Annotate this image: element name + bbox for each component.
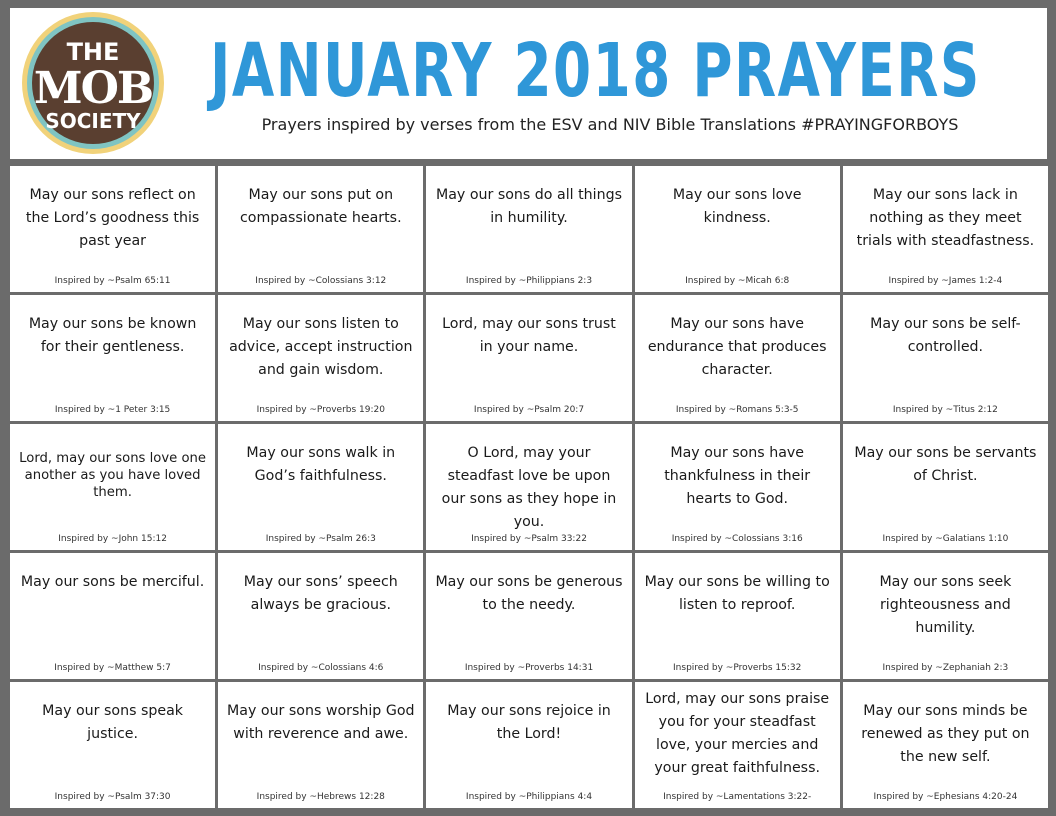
prayer-text: O Lord, may your steadfast love be upon our sons as they hope in you.	[441, 445, 617, 530]
day-cell	[10, 682, 215, 808]
verse-reference: Inspired by ~Colossians 3:12	[255, 276, 387, 286]
prayer-text: Lord, may our sons trust in your name.	[442, 316, 616, 355]
day-cell	[635, 295, 840, 421]
verse-reference: Inspired by ~Psalm 33:22	[471, 534, 587, 544]
prayer-text: May our sons be known for their gentleness.	[28, 316, 197, 355]
prayer-text: May our sons’ speech always be gracious.	[243, 574, 398, 613]
prayer-text: May our sons be generous to the needy.	[435, 574, 623, 613]
verse-reference: Inspired by ~Titus 2:12	[892, 405, 998, 415]
verse-reference: Inspired by ~Hebrews 12:28	[256, 792, 385, 802]
prayer-text: May our sons worship God with reverence and awe.	[227, 703, 415, 742]
prayer-text: May our sons do all things in humility.	[435, 187, 622, 226]
verse-reference: Inspired by ~Colossians 3:16	[671, 534, 803, 544]
verse-reference: Inspired by ~Proverbs 15:32	[673, 663, 802, 673]
prayer-text: May our sons be servants of Christ.	[854, 445, 1037, 484]
prayer-text: May our sons be self-controlled.	[870, 316, 1021, 355]
day-cell	[218, 295, 423, 421]
logo-line-2: MOB	[33, 63, 153, 114]
day-cell	[843, 424, 1048, 550]
day-cell	[426, 682, 631, 808]
verse-reference: Inspired by ~Ephesians 4:20-24	[873, 792, 1018, 802]
day-cell	[426, 553, 631, 679]
logo-line-1: THE	[66, 38, 120, 66]
page-title: JANUARY 2018 PRAYERS	[210, 28, 981, 114]
verse-reference: Inspired by ~Colossians 4:6	[258, 663, 384, 673]
day-cell	[635, 424, 840, 550]
verse-reference: Inspired by ~Romans 5:3-5	[675, 405, 799, 415]
verse-reference: Inspired by ~Psalm 37:30	[54, 792, 171, 802]
prayer-text: May our sons have thankfulness in their hearts to God.	[664, 445, 811, 507]
prayer-text: May our sons speak justice.	[42, 703, 184, 742]
prayer-text: May our sons love kindness.	[672, 187, 802, 226]
verse-reference: Inspired by ~Proverbs 14:31	[464, 663, 594, 673]
day-cell	[10, 424, 215, 550]
prayer-text: May our sons reflect on the Lord’s goodness this past year	[25, 187, 200, 249]
day-cell	[10, 295, 215, 421]
day-cell	[218, 682, 423, 808]
prayer-text: May our sons walk in God’s faithfulness.	[246, 445, 396, 484]
prayer-text: May our sons lack in nothing as they meet trials with steadfastness.	[856, 187, 1035, 249]
day-cell	[218, 424, 423, 550]
mob-society-logo	[20, 10, 166, 156]
verse-reference: Inspired by ~1 Peter 3:15	[54, 405, 171, 415]
day-cell	[218, 553, 423, 679]
verse-reference: Inspired by ~John 15:12	[58, 534, 167, 544]
verse-reference: Inspired by ~Psalm 20:7	[473, 405, 585, 415]
prayer-text: May our sons minds be renewed as they put on the new self.	[861, 703, 1030, 765]
prayer-calendar-grid	[10, 166, 1048, 808]
day-cell	[218, 166, 423, 292]
day-cell	[635, 682, 840, 808]
prayer-text: Lord, may our sons love one another as you have loved them.	[19, 451, 207, 500]
header	[10, 8, 1047, 159]
day-cell	[843, 682, 1048, 808]
prayer-text: Lord, may our sons praise you for your steadfast love, your mercies and your great faithfulness.	[645, 691, 830, 776]
verse-reference: Inspired by ~Galatians 1:10	[882, 534, 1009, 544]
verse-reference: Inspired by ~Psalm 26:3	[265, 534, 376, 544]
prayer-text: May our sons listen to advice, accept instruction and gain wisdom.	[229, 316, 413, 378]
day-cell	[635, 553, 840, 679]
day-cell	[10, 553, 215, 679]
verse-reference: Inspired by ~Psalm 65:11	[54, 276, 171, 286]
prayer-text: May our sons put on compassionate hearts.	[239, 187, 402, 226]
verse-reference: Inspired by ~Zephaniah 2:3	[882, 663, 1009, 673]
prayer-text: May our sons be willing to listen to reproof.	[644, 574, 830, 613]
day-cell	[635, 166, 840, 292]
prayer-text: May our sons have endurance that produces character.	[647, 316, 827, 378]
verse-reference: Inspired by ~Philippians 4:4	[465, 792, 593, 802]
verse-reference: Inspired by ~Philippians 2:3	[465, 276, 593, 286]
day-cell	[426, 424, 631, 550]
day-cell	[843, 295, 1048, 421]
prayer-text: May our sons seek righteousness and humility.	[879, 574, 1012, 636]
day-cell	[843, 166, 1048, 292]
day-cell	[843, 553, 1048, 679]
day-cell	[426, 166, 631, 292]
verse-reference: Inspired by ~James 1:2-4	[888, 276, 1003, 286]
logo-line-3: SOCIETY	[45, 109, 141, 133]
verse-reference: Inspired by ~Micah 6:8	[685, 276, 790, 286]
day-cell	[426, 295, 631, 421]
prayer-text: May our sons be merciful.	[20, 574, 205, 590]
verse-reference: Inspired by ~Lamentations 3:22-	[663, 792, 812, 802]
page-subtitle: Prayers inspired by verses from the ESV and NIV Bible Translations #PRAYINGFORBOYS	[261, 115, 959, 134]
verse-reference: Inspired by ~Proverbs 19:20	[256, 405, 385, 415]
verse-reference: Inspired by ~Matthew 5:7	[54, 663, 171, 673]
prayer-text: May our sons rejoice in the Lord!	[447, 703, 611, 742]
day-cell	[10, 166, 215, 292]
